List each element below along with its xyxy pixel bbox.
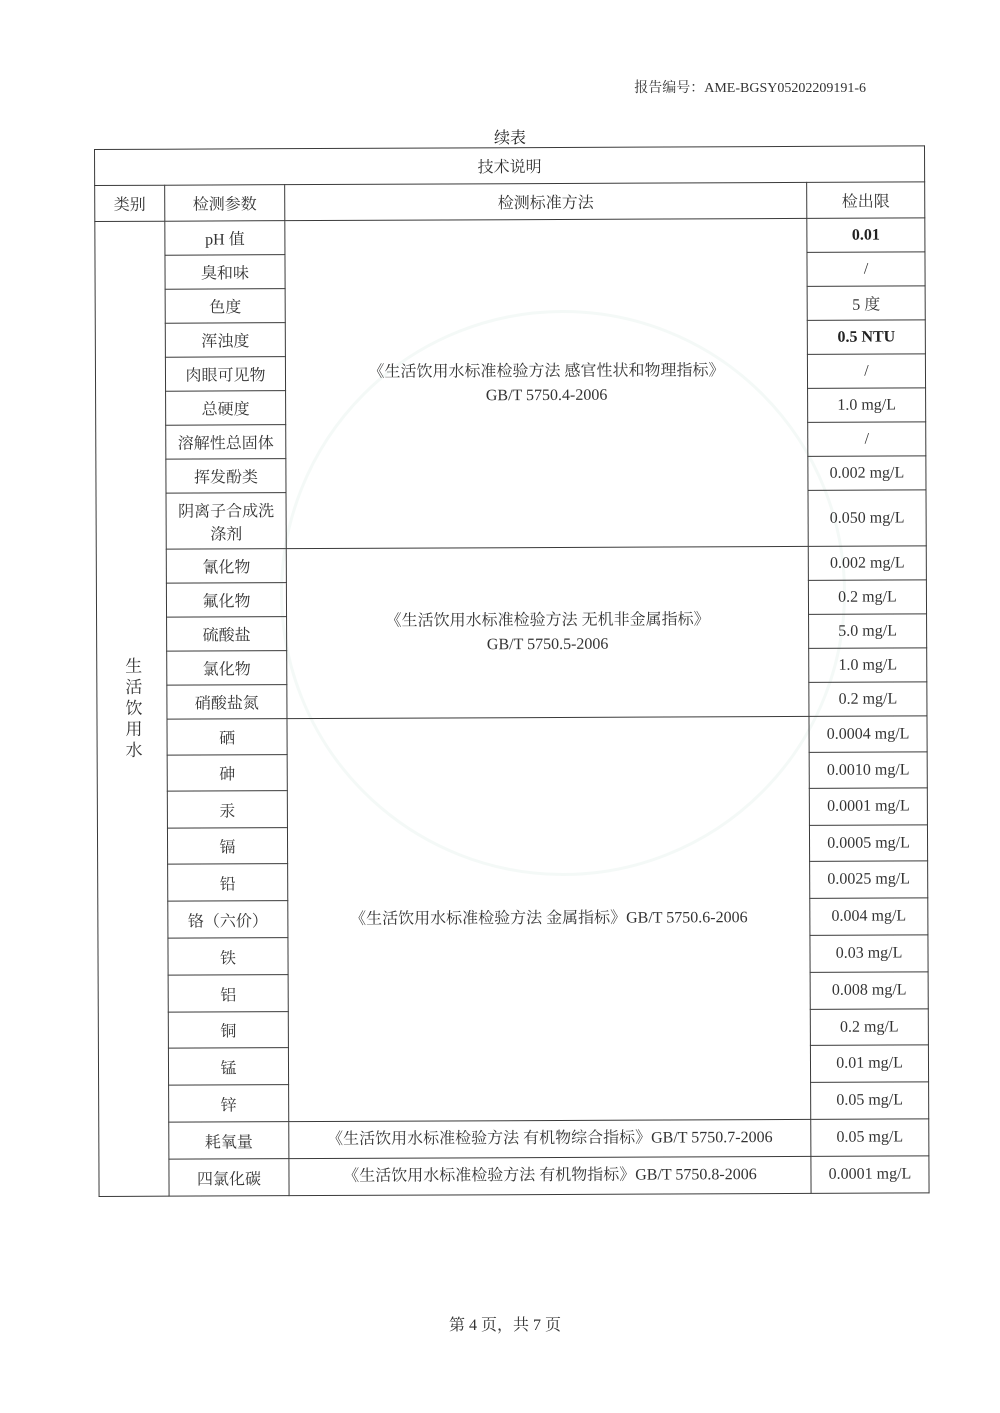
parameter-cell: 浑浊度	[165, 323, 285, 358]
table-title: 技术说明	[95, 146, 925, 186]
parameter-cell: 挥发酚类	[166, 459, 286, 494]
table-row	[95, 218, 925, 256]
detection-limit-cell: 0.008 mg/L	[810, 972, 928, 1010]
report-number: 报告编号：AME-BGSY05202209191-6	[634, 81, 866, 96]
parameter-cell: 氯化物	[167, 651, 287, 686]
detection-limit-cell: 0.03 mg/L	[810, 935, 928, 973]
parameter-cell: 铅	[168, 864, 288, 902]
method-cell	[286, 546, 809, 718]
table-row	[99, 1119, 929, 1160]
method-standard-code: GB/T 5750.4-2006	[485, 386, 608, 404]
detection-limit-cell: 0.05 mg/L	[811, 1119, 929, 1157]
detection-limit-cell: 0.2 mg/L	[810, 1009, 928, 1046]
method-standard-code: GB/T 5750.5-2006	[486, 635, 609, 653]
page-footer: 第 4 页，共 7 页	[448, 1317, 561, 1334]
detection-limit-cell: 5.0 mg/L	[809, 614, 927, 649]
parameter-cell: 砷	[167, 755, 287, 792]
header-limit: 检出限	[807, 182, 925, 219]
detection-limit-cell: 0.2 mg/L	[809, 682, 927, 717]
table-body	[95, 218, 929, 1197]
detection-limit-cell: /	[807, 252, 925, 287]
parameter-cell: 铝	[168, 975, 288, 1013]
detection-limit-cell: 0.5 NTU	[807, 320, 925, 355]
detection-limit-cell: /	[808, 422, 926, 457]
detection-limit-cell: 0.01 mg/L	[810, 1045, 928, 1083]
parameter-cell: 硝酸盐氮	[167, 685, 287, 720]
header-category: 类别	[95, 185, 165, 221]
detection-limit-cell: 1.0 mg/L	[809, 648, 927, 683]
detection-limit-cell: 0.0025 mg/L	[810, 861, 928, 899]
method-title: 《生活饮用水标准检验方法 无机非金属指标》	[385, 610, 710, 630]
detection-limit-cell: 0.002 mg/L	[808, 546, 926, 581]
parameter-cell: 四氯化碳	[169, 1159, 289, 1197]
detection-limit-cell: 0.002 mg/L	[808, 456, 926, 491]
table-row	[96, 546, 926, 584]
parameter-cell: 总硬度	[166, 391, 286, 426]
parameter-cell: 氰化物	[166, 549, 286, 584]
detection-limit-cell: /	[807, 354, 925, 389]
parameter-cell: pH 值	[165, 221, 285, 256]
method-title: 《生活饮用水标准检验方法 金属指标》GB/T 5750.6-2006	[350, 909, 748, 928]
header-parameter: 检测参数	[165, 185, 285, 222]
parameter-cell: 硒	[167, 719, 287, 756]
parameter-cell: 锌	[169, 1085, 289, 1123]
detection-limit-cell: 0.050 mg/L	[808, 490, 926, 547]
category-cell	[95, 221, 169, 1196]
method-cell	[285, 218, 808, 548]
method-title: 《生活饮用水标准检验方法 有机物综合指标》GB/T 5750.7-2006	[327, 1129, 773, 1148]
detection-limit-cell: 0.0001 mg/L	[809, 788, 927, 826]
parameter-cell: 铬（六价）	[168, 901, 288, 939]
detection-limit-cell: 0.0005 mg/L	[809, 825, 927, 862]
detection-limit-cell: 0.0004 mg/L	[809, 716, 927, 753]
parameter-cell: 耗氧量	[169, 1122, 289, 1160]
detection-limit-cell: 0.0010 mg/L	[809, 752, 927, 789]
table-row	[97, 716, 927, 756]
detection-limit-cell: 0.2 mg/L	[808, 580, 926, 615]
parameter-cell: 汞	[167, 791, 287, 829]
method-title: 《生活饮用水标准检验方法 有机物指标》GB/T 5750.8-2006	[343, 1166, 757, 1185]
detection-limit-cell: 0.01	[807, 218, 925, 253]
parameter-cell: 氟化物	[166, 583, 286, 618]
parameter-cell: 溶解性总固体	[166, 425, 286, 460]
header-method: 检测标准方法	[285, 182, 807, 220]
parameter-cell: 铜	[168, 1012, 288, 1049]
table-caption: 续表	[493, 130, 526, 147]
parameter-cell: 锰	[168, 1048, 288, 1086]
parameter-cell: 铁	[168, 938, 288, 976]
detection-limit-cell: 5 度	[807, 286, 925, 321]
parameter-cell: 阴离子合成洗涤剂	[166, 493, 286, 550]
method-cell	[287, 716, 811, 1121]
method-cell	[289, 1156, 811, 1195]
parameter-cell: 色度	[165, 289, 285, 324]
detection-limit-cell: 1.0 mg/L	[808, 388, 926, 423]
technical-spec-table	[94, 145, 930, 1197]
parameter-cell: 镉	[167, 828, 287, 865]
parameter-cell: 肉眼可见物	[165, 357, 285, 392]
parameter-cell: 硫酸盐	[167, 617, 287, 652]
detection-limit-cell: 0.004 mg/L	[810, 898, 928, 936]
detection-limit-cell: 0.05 mg/L	[811, 1082, 929, 1120]
category-label: 生活饮用水	[122, 656, 142, 762]
parameter-cell: 臭和味	[165, 255, 285, 290]
detection-limit-cell: 0.0001 mg/L	[811, 1156, 929, 1194]
method-title: 《生活饮用水标准检验方法 感官性状和物理指标》	[368, 361, 725, 381]
table-row	[99, 1156, 929, 1197]
method-cell	[289, 1119, 811, 1158]
